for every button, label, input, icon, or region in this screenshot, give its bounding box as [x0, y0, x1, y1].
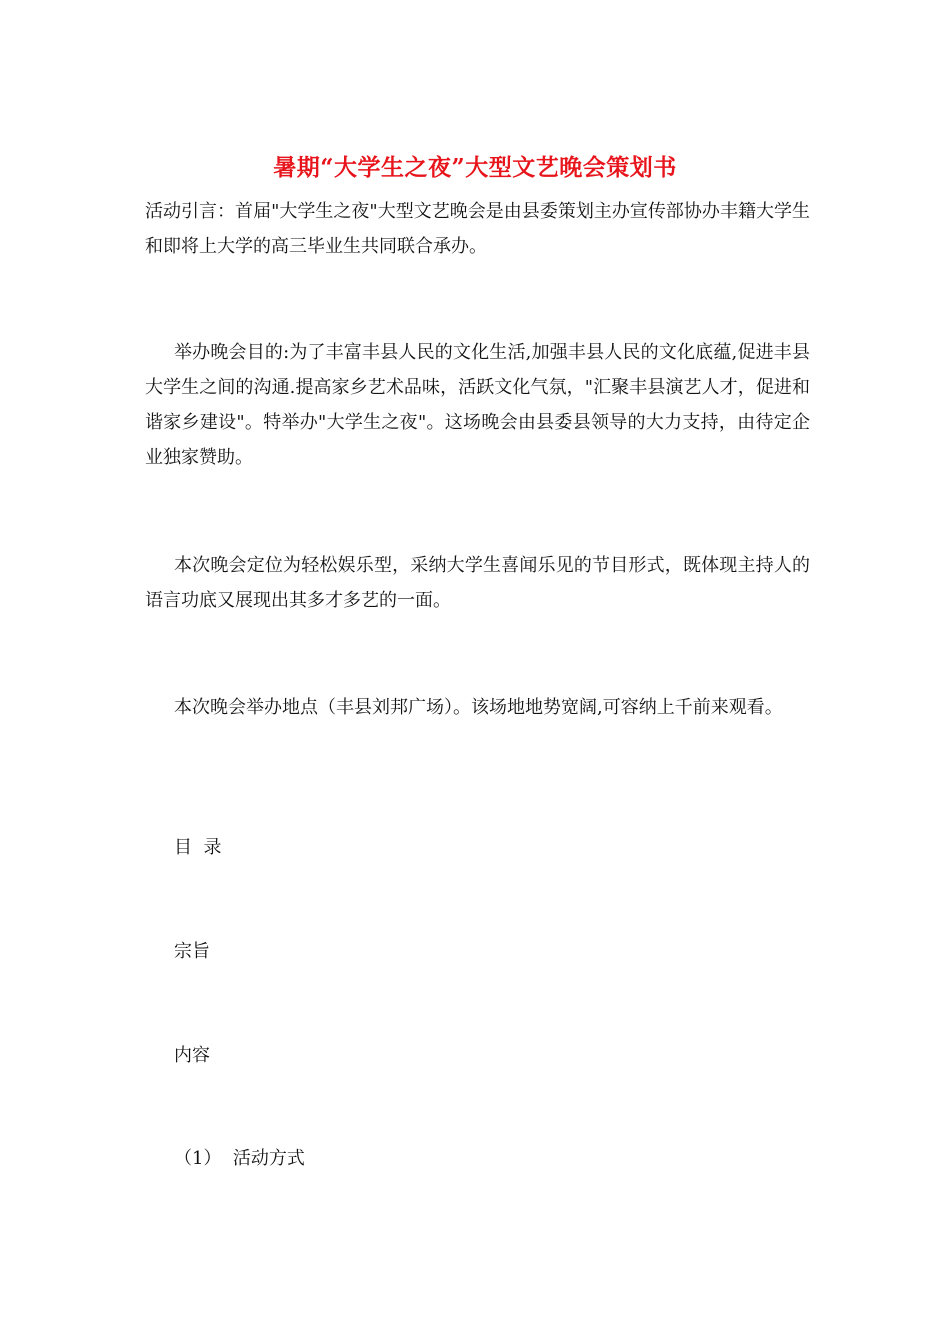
toc-item-purpose: 宗旨 [174, 941, 210, 962]
intro-paragraph: 活动引言：首届"大学生之夜"大型文艺晚会是由县委策划主办宣传部协办丰籍大学生和即将上大学的高三毕业生共同联合承办。 [145, 201, 810, 257]
toc-heading: 目 录 [174, 837, 222, 858]
document-title: 暑期“大学生之夜”大型文艺晚会策划书 [273, 154, 677, 181]
purpose-paragraph: 举办晚会目的:为了丰富丰县人民的文化生活,加强丰县人民的文化底蕴,促进丰县大学生之间的沟通.提高家乡艺术品味，活跃文化气氛，"汇聚丰县演艺人才，促进和谐家乡建设"。特举办"大学生之夜"。这场晚会由县委县领导的大力支持，由待定企业独家赞助。 [145, 342, 810, 468]
venue-paragraph: 本次晚会举办地点（丰县刘邦广场）。该场地地势宽阔,可容纳上千前来观看。 [174, 697, 783, 718]
toc-item-content: 内容 [174, 1045, 210, 1066]
positioning-paragraph: 本次晚会定位为轻松娱乐型，采纳大学生喜闻乐见的节目形式，既体现主持人的语言功底又展现出其多才多艺的一面。 [145, 555, 810, 611]
toc-item-activity-format: （1） 活动方式 [174, 1148, 305, 1169]
